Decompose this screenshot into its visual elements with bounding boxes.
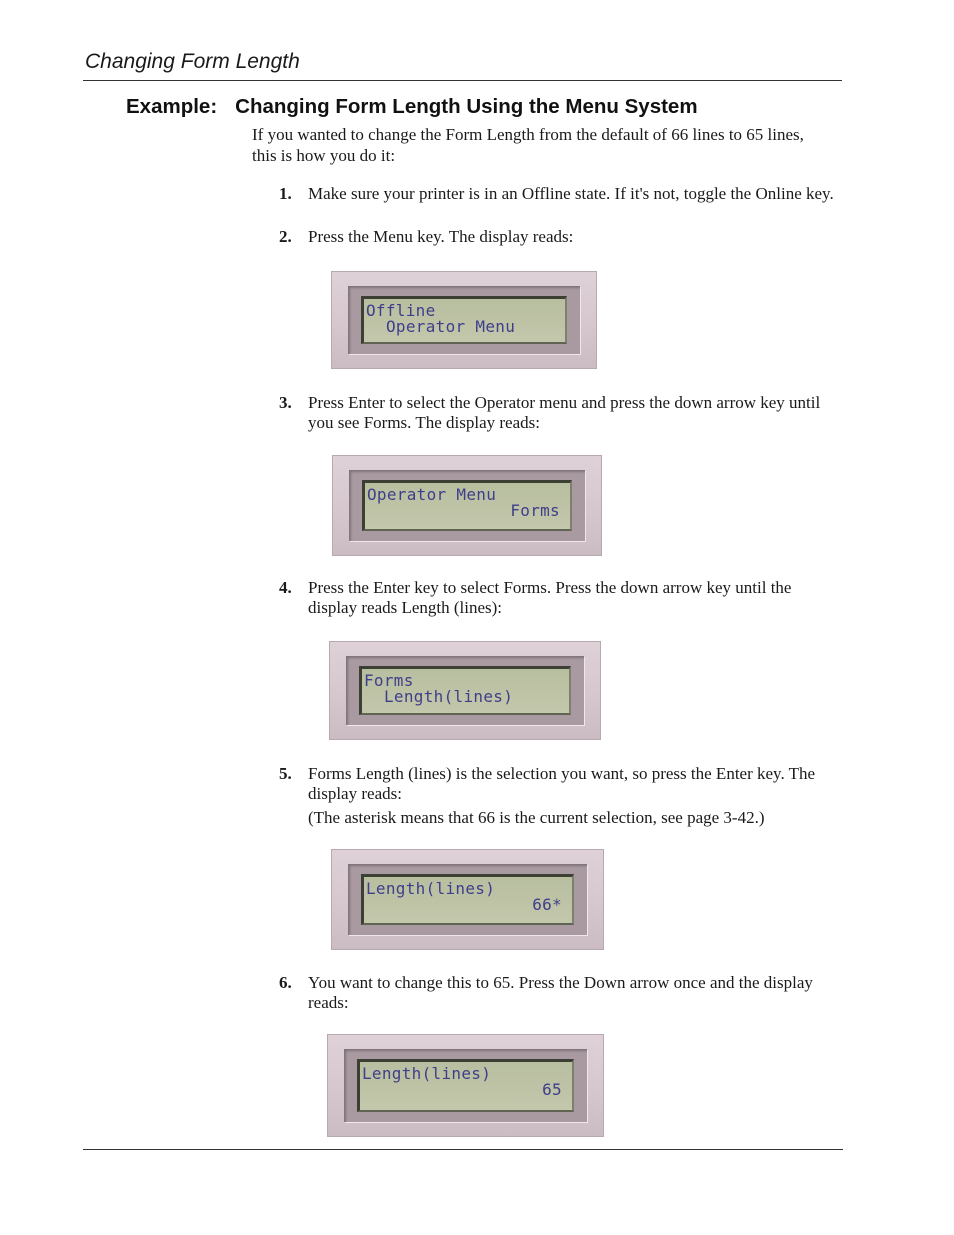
lcd-display-operator-menu	[332, 455, 602, 556]
step-4	[279, 578, 839, 618]
lcd-line-2: 65	[542, 1080, 562, 1099]
step-number: 6.	[279, 973, 292, 992]
step-text: Press the Menu key. The display reads:	[308, 227, 574, 246]
lcd-line-1: Length(lines)	[366, 879, 496, 898]
step-3	[279, 393, 839, 433]
step-1	[279, 184, 839, 204]
intro-paragraph: If you wanted to change the Form Length from the default of 66 lines to 65 lines, this is how you do it:	[252, 125, 804, 165]
step-text: Press the Enter key to select Forms. Press the down arrow key until the display reads Length (lines):	[308, 578, 792, 617]
step-5	[279, 764, 839, 828]
step-number: 1.	[279, 184, 292, 203]
lcd-screen	[361, 296, 567, 344]
lcd-line-2: Operator Menu	[386, 317, 516, 336]
lcd-screen	[362, 480, 572, 531]
lcd-line-2: Forms	[510, 501, 560, 520]
running-head: Changing Form Length	[85, 50, 300, 73]
step-6	[279, 973, 839, 1013]
lcd-screen	[361, 874, 574, 925]
lcd-display-offline	[331, 271, 597, 369]
lcd-screen	[359, 666, 571, 715]
step-text: You want to change this to 65. Press the Down arrow once and the display reads:	[308, 973, 813, 1012]
lcd-display-length-65	[327, 1034, 604, 1137]
step-2	[279, 227, 839, 247]
step-number: 4.	[279, 578, 292, 597]
lcd-line-2: Length(lines)	[384, 687, 514, 706]
footer-rule	[83, 1149, 843, 1150]
lcd-screen	[357, 1059, 574, 1112]
lcd-line-1: Offline	[366, 301, 436, 320]
lcd-display-forms	[329, 641, 601, 740]
header-rule	[83, 80, 842, 81]
step-number: 3.	[279, 393, 292, 412]
lcd-display-length-66	[331, 849, 604, 950]
lcd-line-1: Operator Menu	[367, 485, 497, 504]
lcd-line-1: Length(lines)	[362, 1064, 492, 1083]
step-text: Make sure your printer is in an Offline state. If it's not, toggle the Online key.	[308, 184, 834, 203]
step-number: 5.	[279, 764, 292, 783]
heading-label: Example:	[126, 95, 218, 118]
step-number: 2.	[279, 227, 292, 246]
section-heading	[126, 95, 698, 119]
step-text: Press Enter to select the Operator menu and press the down arrow key until you see Forms. The display reads:	[308, 393, 821, 432]
lcd-line-2: 66*	[532, 895, 562, 914]
heading-title: Changing Form Length Using the Menu System	[235, 95, 698, 118]
lcd-line-1: Forms	[364, 671, 414, 690]
step-note: (The asterisk means that 66 is the current selection, see page 3-42.)	[308, 808, 765, 827]
step-text: Forms Length (lines) is the selection you want, so press the Enter key. The display reads:	[308, 764, 816, 803]
